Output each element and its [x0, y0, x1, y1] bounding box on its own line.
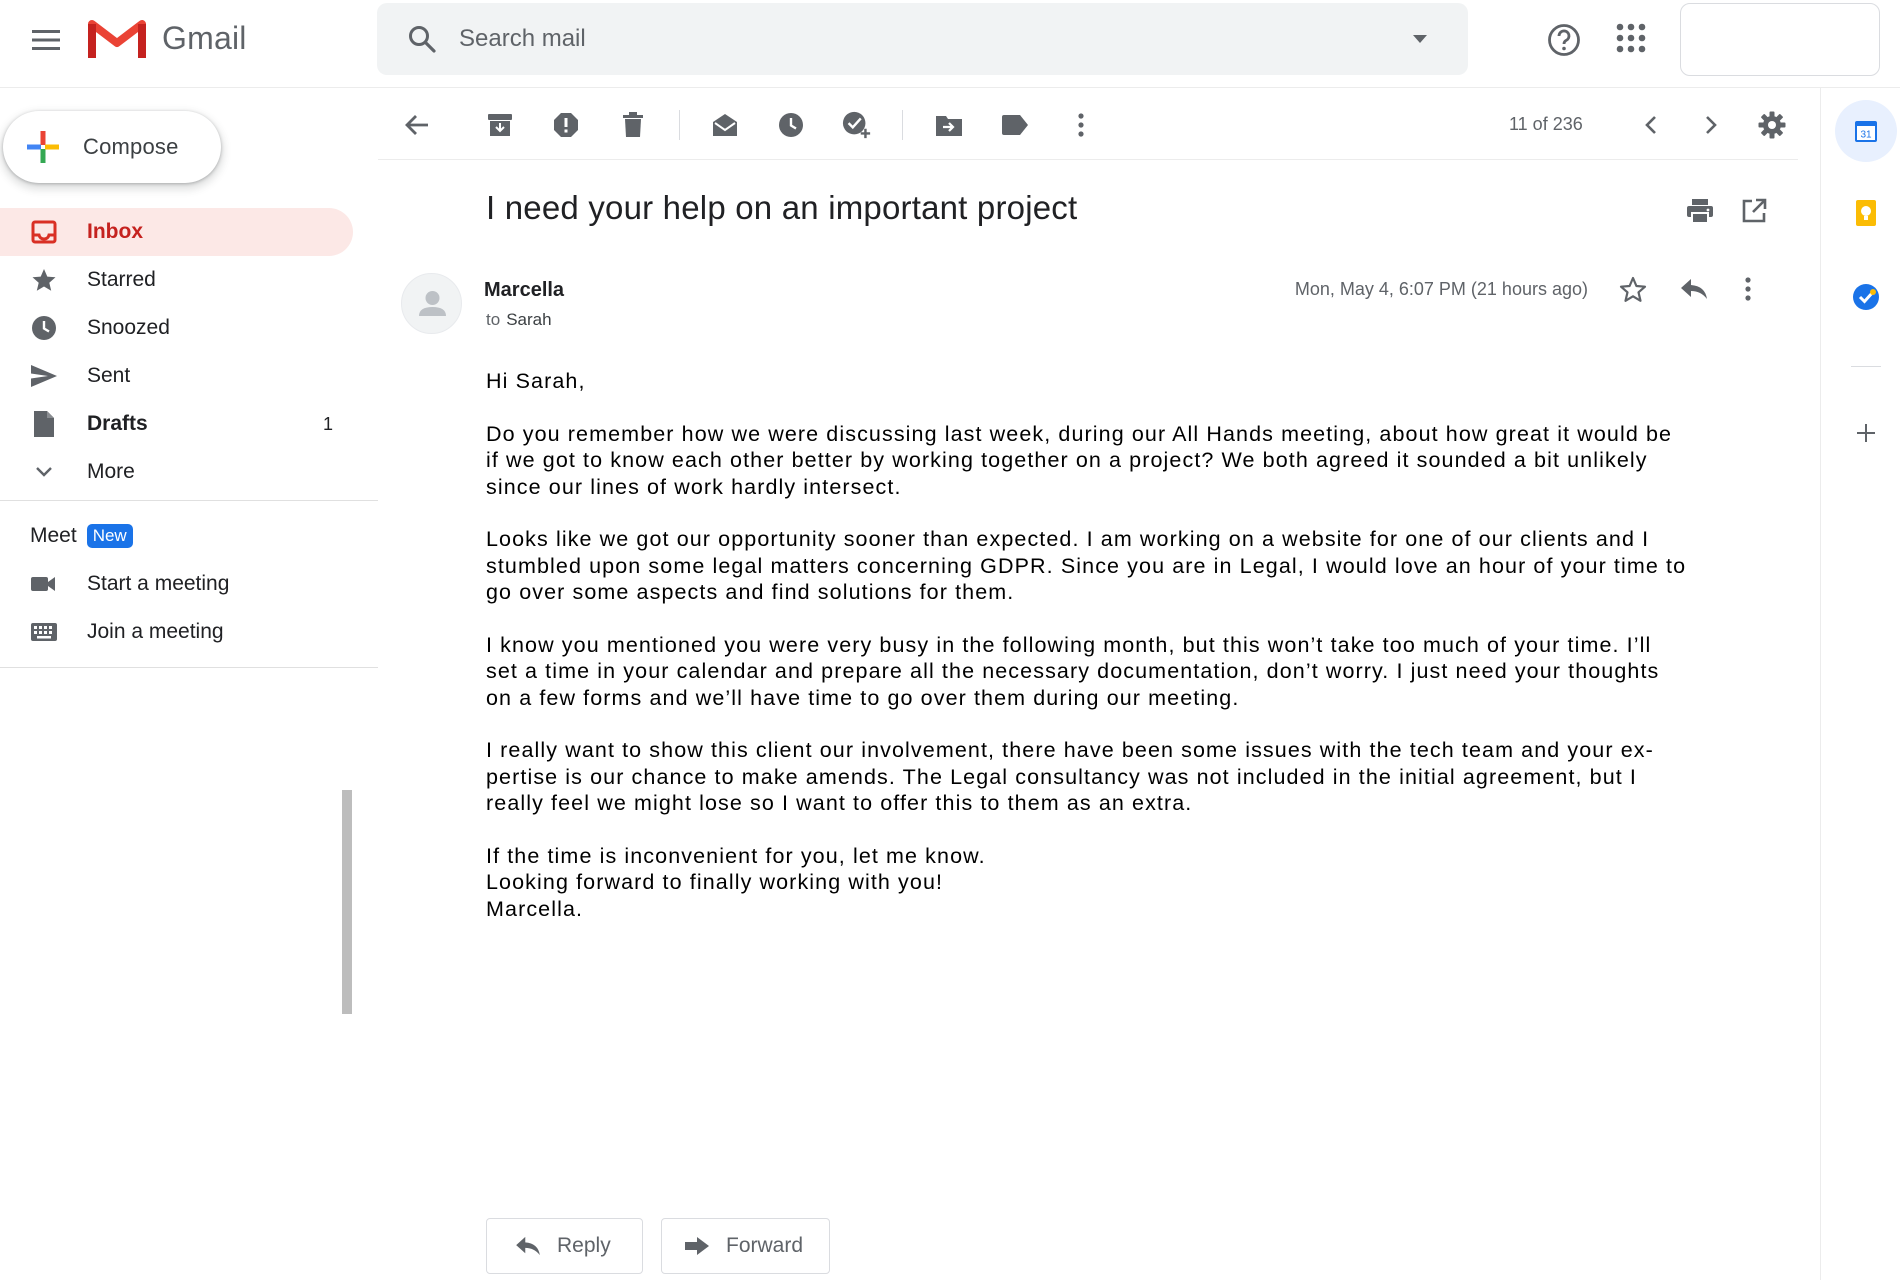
- send-icon: [30, 364, 58, 388]
- arrow-back-icon: [404, 113, 430, 137]
- recipient-line[interactable]: [486, 310, 552, 330]
- report-spam-button[interactable]: [551, 110, 581, 140]
- chevron-down-icon: [30, 460, 58, 484]
- keep-button[interactable]: [1851, 198, 1881, 228]
- sidebar-item-label: Snoozed: [87, 316, 170, 339]
- sidebar-item-sent[interactable]: [0, 352, 353, 400]
- email-body: [486, 368, 1786, 948]
- email-paragraph: I know you mentioned you were very busy in the following month, but this won’t take too much of your time. I’ll set a time in your calendar and prepare all the necessary documentation, don’t worry. I just need your thoughts on a few forms and we’ll have time to go over them during our meeting.: [486, 632, 1660, 710]
- snooze-button[interactable]: [776, 110, 806, 140]
- sidebar-item-label: Starred: [87, 268, 156, 291]
- gmail-wordmark: Gmail: [162, 19, 247, 56]
- compose-button[interactable]: [3, 111, 221, 183]
- sidebar-item-drafts[interactable]: [0, 400, 353, 448]
- sidebar-item-inbox[interactable]: [0, 208, 353, 256]
- inbox-icon: [30, 220, 58, 244]
- plus-icon: [1856, 423, 1876, 443]
- sidebar-item-label: Drafts: [87, 412, 148, 435]
- help-icon: [1544, 20, 1584, 60]
- search-bar[interactable]: [377, 3, 1468, 75]
- compose-plus-icon: [25, 129, 61, 165]
- video-camera-icon: [30, 574, 56, 594]
- gmail-logo[interactable]: [88, 16, 247, 60]
- sidebar-item-label: Inbox: [87, 220, 143, 243]
- calendar-button[interactable]: [1851, 116, 1881, 146]
- sender-name[interactable]: Marcella: [484, 279, 565, 301]
- recipient-name: Sarah: [506, 310, 552, 329]
- sidebar-item-snoozed[interactable]: [0, 304, 353, 352]
- toolbar-divider: [902, 110, 903, 140]
- archive-icon: [487, 112, 513, 138]
- add-task-icon: [842, 110, 872, 140]
- start-meeting-label: Start a meeting: [87, 572, 230, 595]
- mark-unread-icon: [711, 112, 739, 138]
- back-button[interactable]: [402, 110, 432, 140]
- label-tag-icon: [1001, 114, 1029, 136]
- forward-label: Forward: [726, 1234, 804, 1257]
- labels-button[interactable]: [1000, 110, 1030, 140]
- tasks-button[interactable]: [1851, 282, 1881, 312]
- sidebar-divider: [0, 500, 378, 501]
- toolbar-divider: [679, 110, 680, 140]
- gmail-m-icon: [88, 16, 146, 60]
- pagination-text: 11 of 236: [1509, 114, 1583, 134]
- hamburger-icon: [32, 29, 60, 51]
- main-menu-button[interactable]: [26, 22, 66, 58]
- print-all-button[interactable]: [1686, 198, 1714, 224]
- apps-grid-icon: [1615, 22, 1647, 54]
- reply-icon: [515, 1236, 541, 1256]
- message-date: Mon, May 4, 6:07 PM (21 hours ago): [1294, 279, 1588, 299]
- add-to-tasks-button[interactable]: [842, 110, 872, 140]
- forward-button[interactable]: [661, 1218, 830, 1274]
- new-badge: New: [87, 524, 133, 548]
- keep-bulb-icon: [1855, 199, 1877, 227]
- keyboard-icon: [30, 622, 58, 642]
- email-paragraph: Looks like we got our opportunity sooner than expected. I am working on a website for one of our clients and I stumbled upon some legal matters concerning GDPR. Since you are in Legal, I would love an hour of your time to go over some aspects and find solutions for them.: [486, 527, 1687, 604]
- to-prefix: to: [486, 310, 501, 329]
- chevron-left-icon: [1644, 115, 1658, 135]
- meet-section-header: [30, 524, 133, 548]
- print-icon: [1686, 198, 1714, 224]
- side-panel-divider: [1851, 366, 1881, 367]
- more-vert-icon: [1744, 276, 1752, 302]
- email-paragraph: I really want to show this client our involvement, there have been some issues with the tech team and your ex- pertise is our chance to make amends. The Legal consultancy was not included in the initial agreement, but I really feel we might lose so I want to offer this to them as an extra.: [486, 738, 1654, 815]
- report-spam-icon: [553, 112, 579, 138]
- calendar-icon: [1854, 119, 1878, 143]
- sidebar-item-label: More: [87, 460, 135, 483]
- sidebar-item-more[interactable]: [0, 448, 353, 496]
- clock-icon: [30, 316, 58, 340]
- search-options-caret-icon[interactable]: [1412, 34, 1428, 44]
- sidebar-divider: [0, 667, 378, 668]
- open-in-new-window-button[interactable]: [1741, 198, 1767, 224]
- more-actions-button[interactable]: [1066, 110, 1096, 140]
- search-input[interactable]: Search mail: [459, 25, 586, 52]
- newer-button[interactable]: [1636, 110, 1666, 140]
- forward-icon: [684, 1236, 710, 1256]
- reply-label: Reply: [557, 1234, 611, 1257]
- draft-icon: [30, 412, 58, 436]
- search-icon[interactable]: [407, 24, 437, 54]
- move-to-button[interactable]: [934, 110, 964, 140]
- sidebar-item-starred[interactable]: [0, 256, 353, 304]
- compose-label: Compose: [83, 134, 179, 159]
- move-to-folder-icon: [935, 113, 963, 137]
- mark-unread-button[interactable]: [710, 110, 740, 140]
- join-meeting-item[interactable]: [0, 608, 353, 656]
- join-meeting-label: Join a meeting: [87, 620, 224, 643]
- older-button[interactable]: [1696, 110, 1726, 140]
- reply-icon-button[interactable]: [1680, 278, 1708, 300]
- message-more-button[interactable]: [1744, 276, 1752, 302]
- message-toolbar: [378, 88, 1798, 160]
- sender-avatar[interactable]: [401, 273, 462, 334]
- gear-icon: [1758, 111, 1786, 139]
- reply-button[interactable]: [486, 1218, 643, 1274]
- default-avatar-icon: [402, 274, 462, 334]
- email-greeting: Hi Sarah,: [486, 369, 586, 393]
- snooze-clock-icon: [778, 112, 804, 138]
- support-button[interactable]: [1544, 20, 1584, 60]
- get-addons-button[interactable]: [1851, 418, 1881, 448]
- star-button[interactable]: [1619, 276, 1647, 304]
- sidebar-nav: [0, 208, 353, 496]
- more-vert-icon: [1077, 113, 1085, 137]
- email-paragraph: Do you remember how we were discussing last week, during our All Hands meeting, about how great it would be if we got to know each other better by working together on a project? We both agreed it sounded a bit unlikely since our lines of work hardly intersect.: [486, 421, 1673, 499]
- side-panel: [1820, 88, 1900, 1280]
- settings-button[interactable]: [1757, 110, 1787, 140]
- tasks-check-icon: [1852, 283, 1880, 311]
- meet-title: Meet: [30, 524, 77, 547]
- star-outline-icon: [1619, 276, 1647, 304]
- account-area[interactable]: [1680, 3, 1880, 76]
- archive-button[interactable]: [485, 110, 515, 140]
- top-header: [0, 0, 1900, 88]
- email-subject: I need your help on an important project: [486, 189, 1078, 226]
- chevron-right-icon: [1704, 115, 1718, 135]
- drafts-count: 1: [322, 413, 333, 434]
- star-icon: [30, 268, 58, 292]
- svg-text:31: 31: [1860, 129, 1872, 141]
- sidebar-scrollbar[interactable]: [342, 790, 352, 1014]
- email-paragraph: If the time is inconvenient for you, let me know. Looking forward to finally working with you! Marcella.: [486, 843, 986, 921]
- open-in-new-icon: [1741, 198, 1767, 224]
- sidebar-item-label: Sent: [87, 364, 131, 387]
- reply-icon: [1680, 278, 1708, 300]
- start-meeting-item[interactable]: [0, 560, 353, 608]
- google-apps-button[interactable]: [1615, 22, 1647, 54]
- delete-button[interactable]: [618, 110, 648, 140]
- trash-icon: [622, 112, 644, 138]
